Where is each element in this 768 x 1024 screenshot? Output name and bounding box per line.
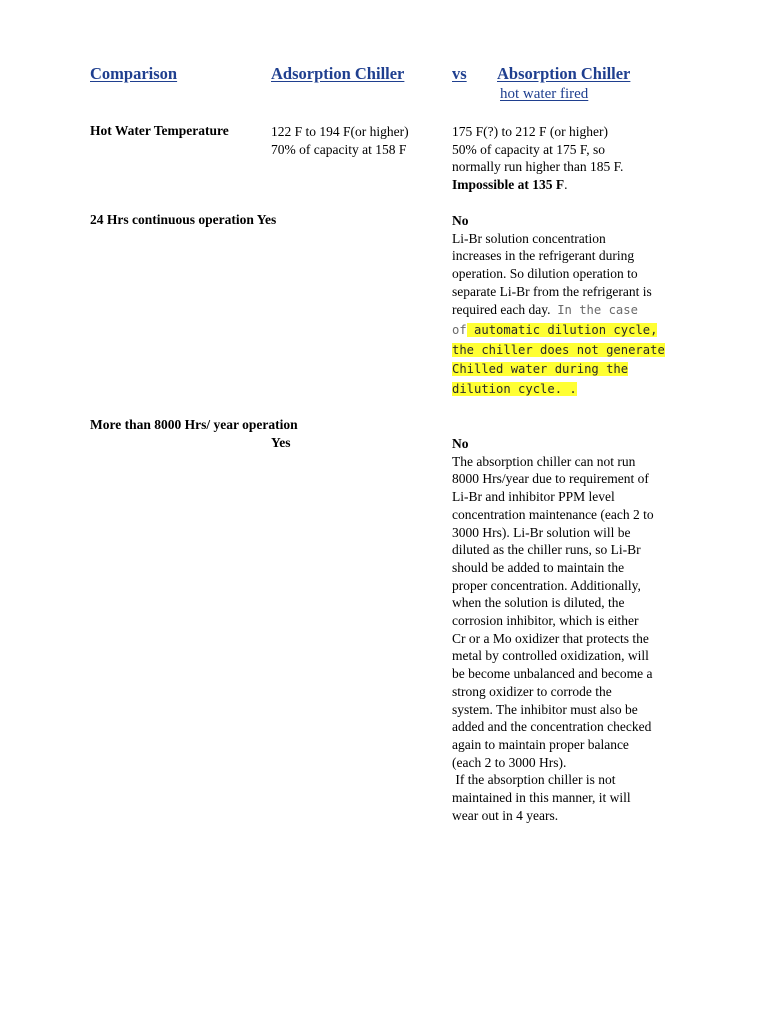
highlighted-text: the chiller does not generate	[452, 342, 665, 357]
dilution-highlight-block	[452, 321, 665, 399]
text-line: proper concentration. Additionally,	[452, 577, 641, 593]
text-line: be become unbalanced and become a	[452, 666, 653, 682]
text-line: operation. So dilution operation to	[452, 266, 638, 282]
text-line: corrosion inhibitor, which is either	[452, 613, 639, 629]
text-line: 50% of capacity at 175 F, so	[452, 141, 606, 157]
text-segment: required each day.	[452, 301, 551, 317]
text-line: Cr or a Mo oxidizer that protects the	[452, 630, 649, 646]
yearly-absorption-answer: No	[452, 436, 469, 451]
absorption-hot-water-text	[452, 123, 623, 194]
text-line: 3000 Hrs). Li-Br solution will be	[452, 524, 631, 540]
text-line: 175 F(?) to 212 F (or higher)	[452, 124, 608, 139]
absorption-continuous-text	[452, 212, 652, 319]
text-line: strong oxidizer to corrode the	[452, 683, 612, 699]
hot-water-temperature-label: Hot Water Temperature	[90, 123, 229, 138]
text-line: metal by controlled oxidization, will	[452, 648, 649, 664]
text-line: wear out in 4 years.	[452, 807, 559, 823]
text-line: again to maintain proper balance	[452, 736, 629, 752]
text-line: 122 F to 194 F(or higher)	[271, 124, 409, 139]
text-line: 8000 Hrs/year due to requirement of	[452, 471, 649, 487]
continuous-adsorption-answer: Yes	[256, 212, 277, 227]
absorption-subheading: hot water fired	[500, 86, 589, 102]
text-line: when the solution is diluted, the	[452, 595, 625, 611]
absorption-chiller-heading: Absorption Chiller	[497, 64, 631, 83]
highlighted-text: dilution cycle. .	[452, 381, 577, 396]
yearly-operation-label: More than 8000 Hrs/ year operation	[90, 417, 298, 432]
text-line: If the absorption chiller is not	[452, 772, 616, 788]
text-line: should be added to maintain the	[452, 559, 625, 575]
text-line: 70% of capacity at 158 F	[271, 141, 407, 157]
text-line: increases in the refrigerant during	[452, 248, 635, 264]
text-line: diluted as the chiller runs, so Li-Br	[452, 542, 641, 558]
continuous-absorption-answer: No	[452, 213, 469, 228]
adsorption-chiller-heading: Adsorption Chiller	[271, 64, 405, 83]
continuous-operation-label-text: 24 Hrs continuous operation	[90, 212, 254, 227]
absorption-yearly-text	[452, 435, 654, 824]
mono-text-segment: In the case	[557, 302, 638, 317]
highlighted-text: Chilled water during the	[452, 362, 629, 376]
text-line: maintained in this manner, it will	[452, 790, 631, 806]
text-line: The absorption chiller can not run	[452, 453, 636, 469]
highlighted-text: automatic dilution cycle,	[466, 323, 658, 337]
text-line	[452, 301, 652, 320]
adsorption-hot-water-text	[271, 123, 409, 158]
text-line	[452, 176, 623, 194]
period: .	[564, 177, 568, 193]
text-line: concentration maintenance (each 2 to	[452, 506, 654, 522]
text-line: Li-Br and inhibitor PPM level	[452, 489, 615, 505]
impossible-note: Impossible at 135 F	[452, 177, 565, 193]
mono-text-segment: of	[452, 323, 467, 337]
yearly-adsorption-answer: Yes	[271, 435, 291, 450]
vs-heading: vs	[452, 64, 467, 83]
text-line: normally run higher than 185 F.	[452, 159, 624, 175]
text-line: added and the concentration checked	[452, 719, 652, 735]
continuous-operation-label	[90, 212, 276, 228]
comparison-heading: Comparison	[90, 64, 178, 83]
text-line: system. The inhibitor must also be	[452, 701, 638, 717]
text-line: separate Li-Br from the refrigerant is	[452, 283, 652, 299]
text-line: Li-Br solution concentration	[452, 230, 606, 246]
text-line: (each 2 to 3000 Hrs).	[452, 754, 567, 770]
